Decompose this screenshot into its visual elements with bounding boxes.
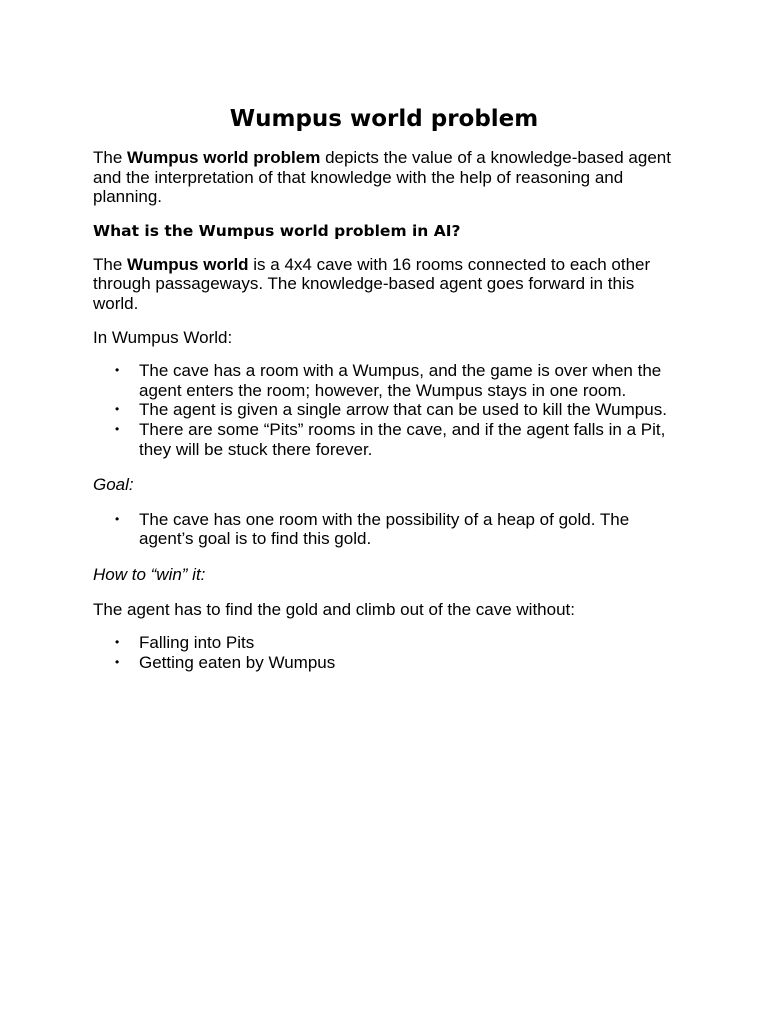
intro-bold-term: Wumpus world problem bbox=[127, 148, 321, 167]
intro-paragraph bbox=[93, 148, 675, 207]
list-item: • Falling into Pits bbox=[93, 633, 675, 653]
win-conditions-list bbox=[93, 633, 675, 672]
list-item: • The agent is given a single arrow that can be used to kill the Wumpus. bbox=[93, 400, 675, 420]
win-intro-paragraph: The agent has to find the gold and climb out of the cave without: bbox=[93, 599, 575, 619]
list-item: • The cave has a room with a Wumpus, and the game is over when the agent enters the room; however, the Wumpus stays in one room. bbox=[93, 361, 675, 400]
list-item: • The cave has one room with the possibility of a heap of gold. The agent’s goal is to find this gold. bbox=[93, 510, 675, 549]
definition-rest: is a 4x4 cave with 16 rooms connected to each other through passageways. The knowledge-based agent goes forward in this world. bbox=[93, 254, 651, 313]
list-item: • Getting eaten by Wumpus bbox=[93, 653, 675, 673]
section-heading: What is the Wumpus world problem in AI? bbox=[93, 221, 461, 240]
win-label: How to “win” it: bbox=[93, 564, 206, 584]
document-title: Wumpus world problem bbox=[229, 106, 539, 132]
definition-paragraph bbox=[93, 255, 675, 314]
world-rules-list bbox=[93, 361, 675, 459]
in-world-label: In Wumpus World: bbox=[93, 327, 233, 347]
list-item: • There are some “Pits” rooms in the cave, and if the agent falls in a Pit, they will be stuck there forever. bbox=[93, 420, 675, 459]
definition-lead: The bbox=[93, 254, 128, 274]
goal-label: Goal: bbox=[93, 475, 134, 495]
intro-rest: depicts the value of a knowledge-based agent and the interpretation of that knowledge with the help of reasoning and planning. bbox=[93, 148, 671, 207]
definition-bold-term: Wumpus world bbox=[127, 254, 249, 274]
goal-list bbox=[93, 510, 675, 549]
intro-lead: The bbox=[93, 148, 128, 167]
